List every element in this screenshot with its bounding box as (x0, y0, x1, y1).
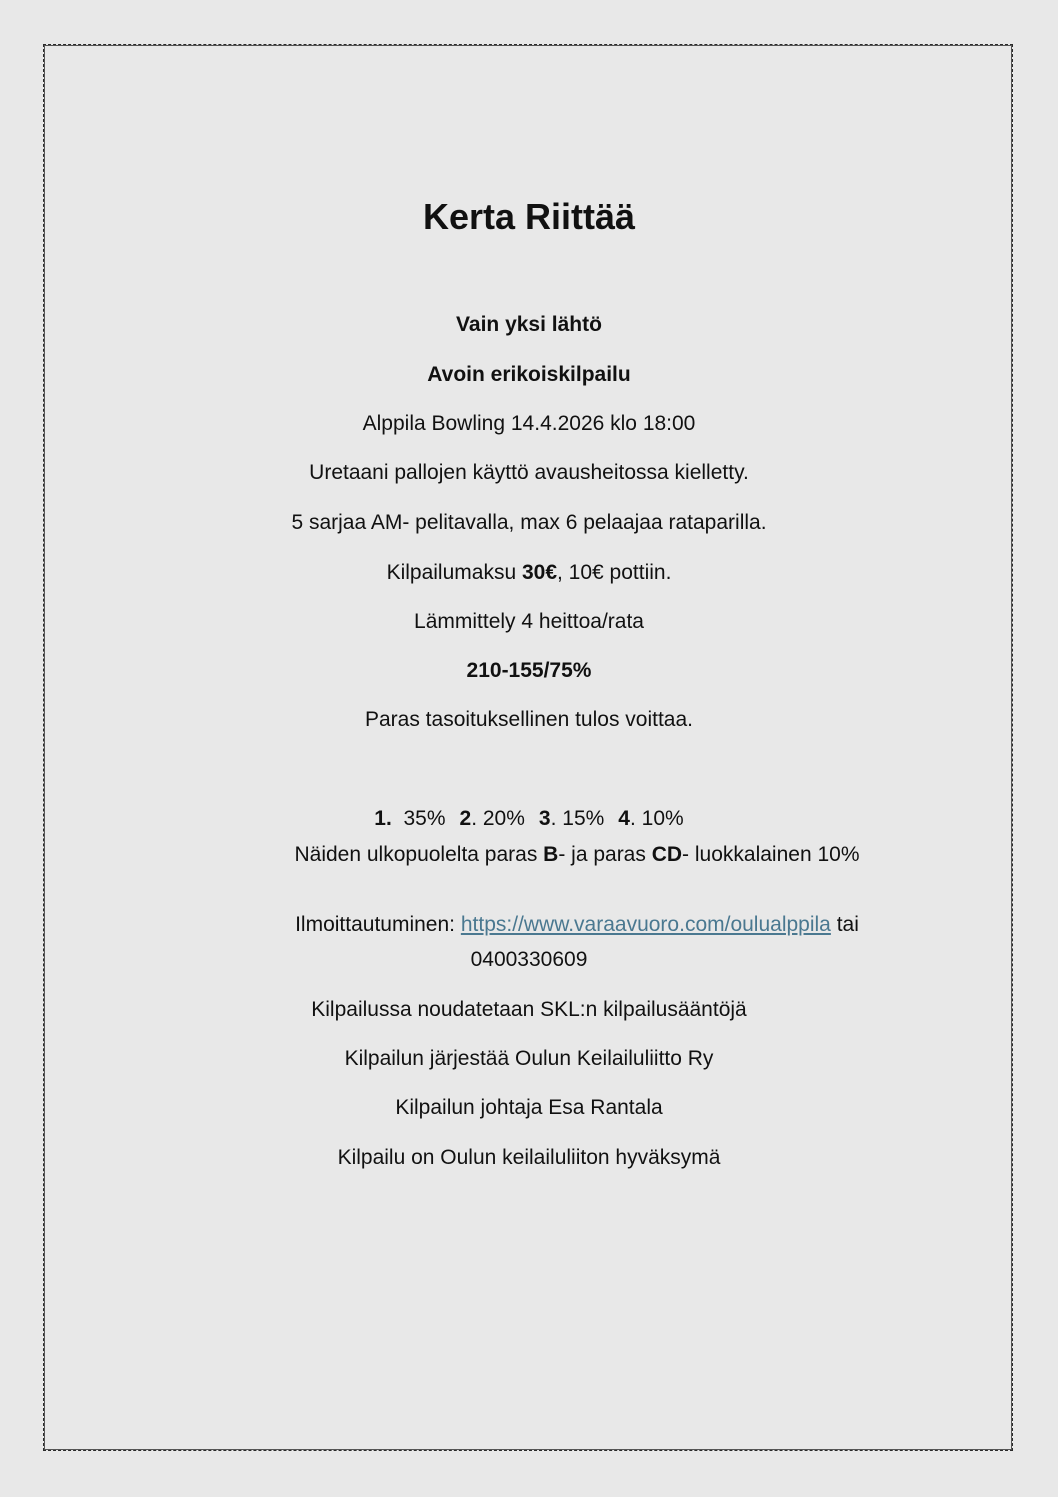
class-prize-part: - luokkalainen 10% (682, 843, 860, 866)
organizer-text: Kilpailun järjestää Oulun Keilailuliitto Ry (344, 1047, 714, 1070)
class-prize-text (48, 842, 1058, 868)
fee-text (0, 560, 1058, 586)
format-text: 5 sarjaa AM- pelitavalla, max 6 pelaajaa rataparilla. (291, 511, 767, 534)
class-cd-label: CD (651, 843, 683, 866)
fee-suffix: , 10€ pottiin. (557, 561, 672, 584)
handicap-text: 210-155/75% (466, 659, 592, 682)
urethane-rule-text: Uretaani pallojen käyttö avausheitossa kielletty. (309, 461, 749, 484)
approval-text: Kilpailu on Oulun keilailuliiton hyväksymä (337, 1146, 721, 1169)
prize-pct: 35% (403, 807, 446, 830)
fee-amount: 30€ (521, 561, 558, 584)
page-title: Kerta Riittää (422, 196, 636, 237)
registration-link[interactable]: https://www.varaavuoro.com/oulualppila (460, 913, 831, 936)
registration-phone: 0400330609 (470, 948, 588, 971)
rules-text: Kilpailussa noudatetaan SKL:n kilpailusääntöjä (311, 998, 747, 1021)
class-prize-part: - ja paras (558, 843, 652, 866)
venue-date-text: Alppila Bowling 14.4.2026 klo 18:00 (362, 412, 696, 435)
prize-pct: . 10% (629, 807, 684, 830)
prize-rank: 2 (459, 807, 472, 830)
registration-text (48, 912, 1058, 938)
subtitle-open-competition: Avoin erikoiskilpailu (427, 363, 631, 386)
director-text: Kilpailun johtaja Esa Rantala (395, 1096, 663, 1119)
warmup-text: Lämmittely 4 heittoa/rata (414, 610, 644, 633)
prize-pct: . 15% (550, 807, 605, 830)
prize-rank: 3 (538, 807, 551, 830)
page-border (43, 44, 1013, 1451)
prize-rank: 4 (618, 807, 630, 830)
prize-distribution (0, 806, 1058, 832)
subtitle-single-start: Vain yksi lähtö (456, 313, 602, 336)
registration-or: tai (830, 913, 859, 936)
fee-prefix: Kilpailumaksu (386, 561, 522, 584)
winner-text: Paras tasoituksellinen tulos voittaa. (364, 708, 693, 731)
prize-rank: 1. (374, 807, 392, 830)
class-prize-part: Näiden ulkopuolelta paras (294, 843, 544, 866)
class-b-label: B (543, 843, 559, 866)
registration-label: Ilmoittautuminen: (295, 913, 461, 936)
prize-pct: . 20% (471, 807, 525, 830)
